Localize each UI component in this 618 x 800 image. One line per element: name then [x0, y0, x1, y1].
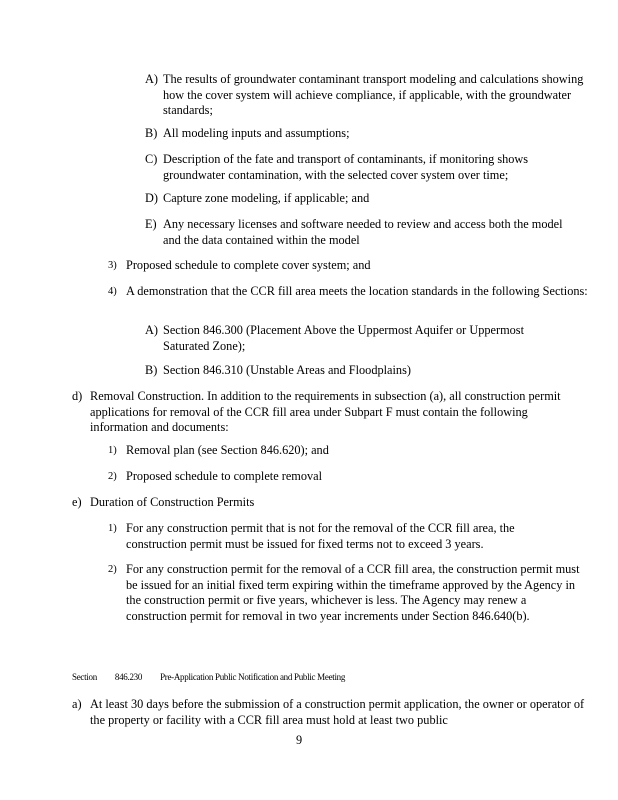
section-heading-word: Section — [72, 672, 97, 682]
list-item-text: The results of groundwater contaminant transport modeling and calculations showing how the cover system will achieve compliance, if applicable, with the groundwater standards; — [163, 72, 584, 117]
section-text: Removal Construction. In addition to the requirements in subsection (a), all construction permit applications for removal of the CCR fill area under Subpart F must contain the following information and documents: — [90, 389, 561, 434]
list-item-text: A demonstration that the CCR fill area meets the location standards in the following Sections: — [126, 284, 588, 298]
list-label: A) — [145, 72, 158, 86]
list-label: C) — [145, 152, 158, 166]
list-label: 2) — [108, 471, 117, 482]
list-item-text: For any construction permit that is not for the removal of the CCR fill area, the construction permit must be issued for fixed terms not to exceed 3 years. — [126, 521, 515, 551]
list-label: 1) — [108, 523, 117, 534]
list-label: 4) — [108, 286, 117, 297]
section-text: At least 30 days before the submission of a construction permit application, the owner or operator of the property or facility with a CCR fill area must hold at least two public — [90, 697, 585, 727]
list-item-text: Proposed schedule to complete cover system; and — [126, 258, 371, 272]
list-label: D) — [145, 191, 158, 205]
list-label: 1) — [108, 445, 117, 456]
section-label: a) — [72, 697, 82, 711]
list-label: B) — [145, 363, 158, 377]
list-label: 2) — [108, 564, 117, 575]
section-heading-title: Pre-Application Public Notification and Public Meeting — [160, 672, 346, 682]
list-item-text: Capture zone modeling, if applicable; and — [163, 191, 370, 205]
list-label: 3) — [108, 260, 117, 271]
list-item-text: Removal plan (see Section 846.620); and — [126, 443, 329, 457]
list-item-text: Any necessary licenses and software needed to review and access both the model and the data contained within the model — [163, 217, 563, 247]
list-label: E) — [145, 217, 157, 231]
list-label: A) — [145, 323, 158, 337]
section-label: e) — [72, 495, 82, 509]
list-item-text: Description of the fate and transport of contaminants, if monitoring shows groundwater contamination, with the selected cover system over time; — [163, 152, 529, 182]
section-text: Duration of Construction Permits — [90, 495, 255, 509]
list-item-text: Proposed schedule to complete removal — [126, 469, 323, 483]
section-heading — [72, 671, 363, 683]
list-item-text: For any construction permit for the removal of a CCR fill area, the construction permit must be issued for an initial fixed term expiring within the timeframe approved by the Agency in the construction permit or five years, whichever is less. The Agency may renew a construction permit for removal in two year increments under Section 846.640(b). — [126, 562, 580, 623]
page-number: 9 — [296, 733, 303, 747]
list-item-text: Section 846.310 (Unstable Areas and Floodplains) — [163, 363, 411, 377]
section-heading-number: 846.230 — [114, 672, 143, 682]
section-label: d) — [72, 389, 83, 403]
list-item-text: Section 846.300 (Placement Above the Uppermost Aquifer or Uppermost Saturated Zone); — [163, 323, 524, 353]
list-label: B) — [145, 126, 158, 140]
list-item-text: All modeling inputs and assumptions; — [163, 126, 350, 140]
